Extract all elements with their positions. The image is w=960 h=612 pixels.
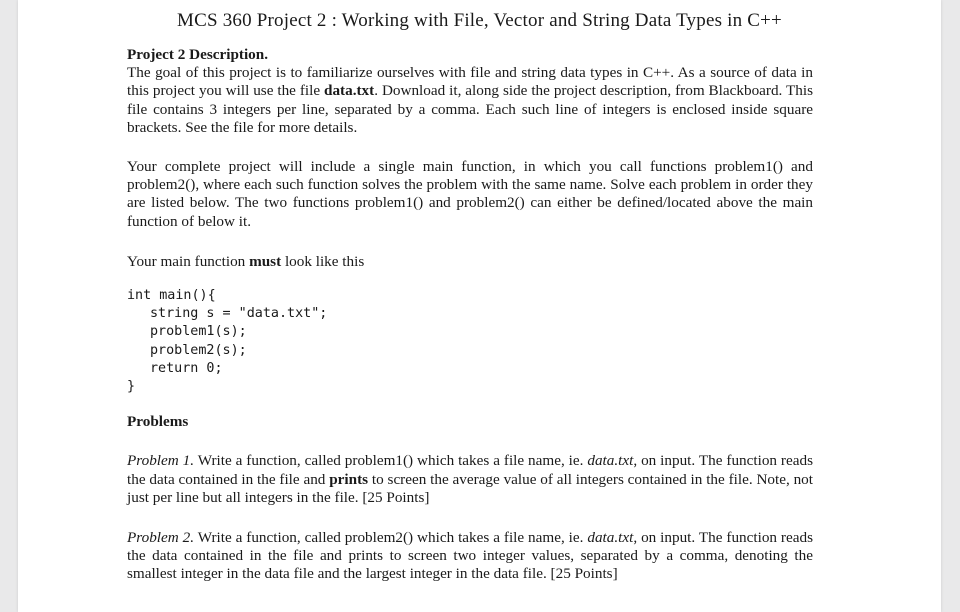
document-page — [18, 0, 941, 612]
code-line-1: int main(){ — [127, 288, 216, 304]
description-paragraph-1 — [127, 64, 813, 137]
problem-2-text-a: Write a function, called problem2() which takes a file name, ie. — [194, 529, 588, 547]
para3-text-b: look like this — [281, 252, 365, 270]
problem-1-text-b: , on input. The function reads the data contained in the file and — [127, 452, 813, 488]
problem-1-paragraph — [127, 452, 813, 507]
description-heading: Project 2 Description. — [127, 46, 269, 63]
document-title: MCS 360 Project 2 : Working with File, Vector and String Data Types in C++ — [177, 10, 782, 31]
prints-emphasis: prints — [329, 470, 369, 488]
document-body — [127, 46, 813, 584]
para1-text-b: . Download it, along side the project description, from Blackboard. This file contains 3 integers per line, separated by a comma. Each such line of integers is enclosed inside square brackets. See the file for more details. — [127, 82, 813, 136]
problem-1-label: Problem 1. — [127, 452, 195, 470]
para3-text-a: Your main function — [127, 252, 250, 270]
code-line-3: problem1(s); — [150, 324, 247, 340]
description-paragraph-3 — [127, 253, 813, 271]
problem-2-file-name: data.txt — [587, 529, 634, 547]
code-line-6: } — [127, 379, 136, 395]
problem-1-text-a: Write a function, called problem1() which takes a file name, ie. — [194, 452, 588, 470]
problem-2-paragraph — [127, 529, 813, 584]
para1-text-a: The goal of this project is to familiarize ourselves with file and string data types in C++. As a source of data in this project you will use the file — [127, 64, 813, 100]
description-paragraph-2: Your complete project will include a single main function, in which you call functions problem1() and problem2(), where each such function solves the problem with the same name. Solve each problem in order they are listed below. The two functions problem1() and problem2() can either be defined/located above the main function of below it. — [127, 158, 813, 230]
problem-2-text-b: , on input. The function reads the data contained in the file and prints to screen two integer values, separated by a comma, denoting the smallest integer in the data file and the largest integer in the data file. [25 Points] — [127, 529, 813, 583]
problem-1-file-name: data.txt — [587, 452, 634, 470]
problem-1-text-c: to screen the average value of all integers contained in the file. Note, not just per line but all integers in the file. [25 Points] — [127, 470, 813, 506]
problems-heading: Problems — [127, 413, 189, 431]
data-file-name: data.txt — [324, 82, 375, 100]
problem-2-label: Problem 2. — [127, 529, 195, 547]
main-function-code-block — [127, 287, 813, 396]
code-line-5: return 0; — [150, 360, 223, 376]
must-emphasis: must — [249, 252, 282, 270]
code-line-2: string s = "data.txt"; — [150, 306, 328, 322]
code-line-4: problem2(s); — [150, 342, 247, 358]
